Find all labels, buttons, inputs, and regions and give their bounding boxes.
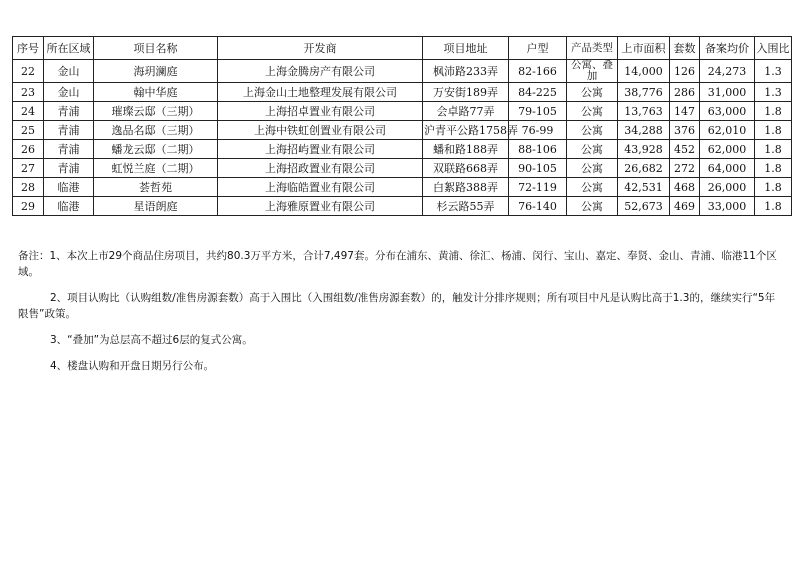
cell-area: 13,763	[618, 102, 670, 121]
cell-index: 25	[13, 121, 44, 140]
header-units: 套数	[670, 37, 700, 60]
cell-area: 42,531	[618, 178, 670, 197]
cell-ratio: 1.8	[755, 121, 792, 140]
cell-ratio: 1.8	[755, 140, 792, 159]
cell-units: 147	[670, 102, 700, 121]
cell-address: 白絮路388弄	[423, 178, 509, 197]
cell-ratio: 1.8	[755, 197, 792, 216]
header-area: 上市面积	[618, 37, 670, 60]
table-row	[13, 83, 792, 102]
cell-unit-size: 84-225	[509, 83, 567, 102]
cell-unit-size: 82-166	[509, 60, 567, 83]
cell-avg-price: 33,000	[700, 197, 755, 216]
table-header-row	[13, 37, 792, 60]
cell-district: 青浦	[44, 102, 94, 121]
cell-units: 468	[670, 178, 700, 197]
cell-project-name: 璀璨云邸（三期）	[94, 102, 218, 121]
header-product-type: 产品类型	[567, 37, 618, 60]
cell-index: 26	[13, 140, 44, 159]
cell-developer: 上海招屿置业有限公司	[218, 140, 423, 159]
cell-district: 青浦	[44, 121, 94, 140]
cell-address: 蟠和路188弄	[423, 140, 509, 159]
cell-unit-size: 90-105	[509, 159, 567, 178]
cell-unit-size: 88-106	[509, 140, 567, 159]
cell-area: 14,000	[618, 60, 670, 83]
cell-area: 52,673	[618, 197, 670, 216]
cell-developer: 上海雅原置业有限公司	[218, 197, 423, 216]
cell-area: 43,928	[618, 140, 670, 159]
cell-district: 青浦	[44, 140, 94, 159]
header-project-name: 项目名称	[94, 37, 218, 60]
cell-developer: 上海临皓置业有限公司	[218, 178, 423, 197]
cell-address: 沪青平公路1758弄	[423, 121, 509, 140]
cell-units: 469	[670, 197, 700, 216]
cell-area: 38,776	[618, 83, 670, 102]
cell-avg-price: 63,000	[700, 102, 755, 121]
cell-project-name: 荟哲苑	[94, 178, 218, 197]
header-developer: 开发商	[218, 37, 423, 60]
cell-avg-price: 31,000	[700, 83, 755, 102]
cell-project-name: 逸品名邸（三期）	[94, 121, 218, 140]
cell-district: 临港	[44, 178, 94, 197]
header-address: 项目地址	[423, 37, 509, 60]
cell-units: 272	[670, 159, 700, 178]
notes-section	[18, 248, 782, 384]
header-index: 序号	[13, 37, 44, 60]
cell-project-name: 蟠龙云邸（二期）	[94, 140, 218, 159]
cell-index: 28	[13, 178, 44, 197]
cell-avg-price: 24,273	[700, 60, 755, 83]
cell-product-type: 公寓	[567, 178, 618, 197]
cell-ratio: 1.8	[755, 178, 792, 197]
cell-ratio: 1.3	[755, 60, 792, 83]
note-2: 2、项目认购比（认购组数/准售房源套数）高于入围比（入围组数/准售房源套数）的，触发计分排序规则；所有项目中凡是认购比高于1.3的，继续实行“5年限售”政策。	[18, 292, 776, 320]
cell-project-name: 虹悦兰庭（二期）	[94, 159, 218, 178]
header-district: 所在区域	[44, 37, 94, 60]
cell-developer: 上海中铁虹创置业有限公司	[218, 121, 423, 140]
cell-address: 枫沛路233弄	[423, 60, 509, 83]
cell-index: 29	[13, 197, 44, 216]
cell-area: 34,288	[618, 121, 670, 140]
cell-address: 会卓路77弄	[423, 102, 509, 121]
cell-address: 杉云路55弄	[423, 197, 509, 216]
cell-product-type: 公寓、叠加	[567, 60, 618, 83]
cell-developer: 上海金山土地整理发展有限公司	[218, 83, 423, 102]
cell-product-type: 公寓	[567, 102, 618, 121]
cell-district: 金山	[44, 60, 94, 83]
header-unit-size: 户型	[509, 37, 567, 60]
cell-district: 金山	[44, 83, 94, 102]
cell-product-type: 公寓	[567, 159, 618, 178]
cell-index: 24	[13, 102, 44, 121]
cell-address: 双联路668弄	[423, 159, 509, 178]
table-row	[13, 197, 792, 216]
cell-project-name: 星语朗庭	[94, 197, 218, 216]
cell-units: 452	[670, 140, 700, 159]
note-3: 3、“叠加”为总层高不超过6层的复式公寓。	[50, 334, 253, 346]
cell-ratio: 1.3	[755, 83, 792, 102]
cell-avg-price: 62,010	[700, 121, 755, 140]
cell-ratio: 1.8	[755, 159, 792, 178]
housing-listing-table	[12, 36, 792, 216]
table-row	[13, 60, 792, 83]
table-row	[13, 102, 792, 121]
cell-product-type: 公寓	[567, 140, 618, 159]
cell-product-type: 公寓	[567, 83, 618, 102]
cell-avg-price: 62,000	[700, 140, 755, 159]
cell-units: 376	[670, 121, 700, 140]
cell-avg-price: 26,000	[700, 178, 755, 197]
cell-address: 万安街189弄	[423, 83, 509, 102]
cell-avg-price: 64,000	[700, 159, 755, 178]
cell-units: 286	[670, 83, 700, 102]
cell-product-type: 公寓	[567, 197, 618, 216]
header-ratio: 入围比	[755, 37, 792, 60]
table-body	[13, 60, 792, 216]
cell-district: 青浦	[44, 159, 94, 178]
cell-developer: 上海招卓置业有限公司	[218, 102, 423, 121]
cell-project-name: 海玥澜庭	[94, 60, 218, 83]
table-row	[13, 159, 792, 178]
cell-area: 26,682	[618, 159, 670, 178]
cell-unit-size: 76-99	[509, 121, 567, 140]
cell-unit-size: 76-140	[509, 197, 567, 216]
cell-district: 临港	[44, 197, 94, 216]
note-1: 备注：1、本次上市29个商品住房项目，共约80.3万平方米，合计7,497套。分布在浦东、黄浦、徐汇、杨浦、闵行、宝山、嘉定、奉贤、金山、青浦、临港11个区域。	[18, 250, 777, 278]
cell-index: 23	[13, 83, 44, 102]
cell-ratio: 1.8	[755, 102, 792, 121]
table-row	[13, 178, 792, 197]
cell-unit-size: 79-105	[509, 102, 567, 121]
table-row	[13, 140, 792, 159]
cell-developer: 上海招政置业有限公司	[218, 159, 423, 178]
cell-index: 27	[13, 159, 44, 178]
cell-unit-size: 72-119	[509, 178, 567, 197]
cell-index: 22	[13, 60, 44, 83]
table-row	[13, 121, 792, 140]
cell-units: 126	[670, 60, 700, 83]
header-avg-price: 备案均价	[700, 37, 755, 60]
cell-project-name: 翰中华庭	[94, 83, 218, 102]
note-4: 4、楼盘认购和开盘日期另行公布。	[50, 360, 215, 372]
cell-developer: 上海金腾房产有限公司	[218, 60, 423, 83]
cell-product-type: 公寓	[567, 121, 618, 140]
